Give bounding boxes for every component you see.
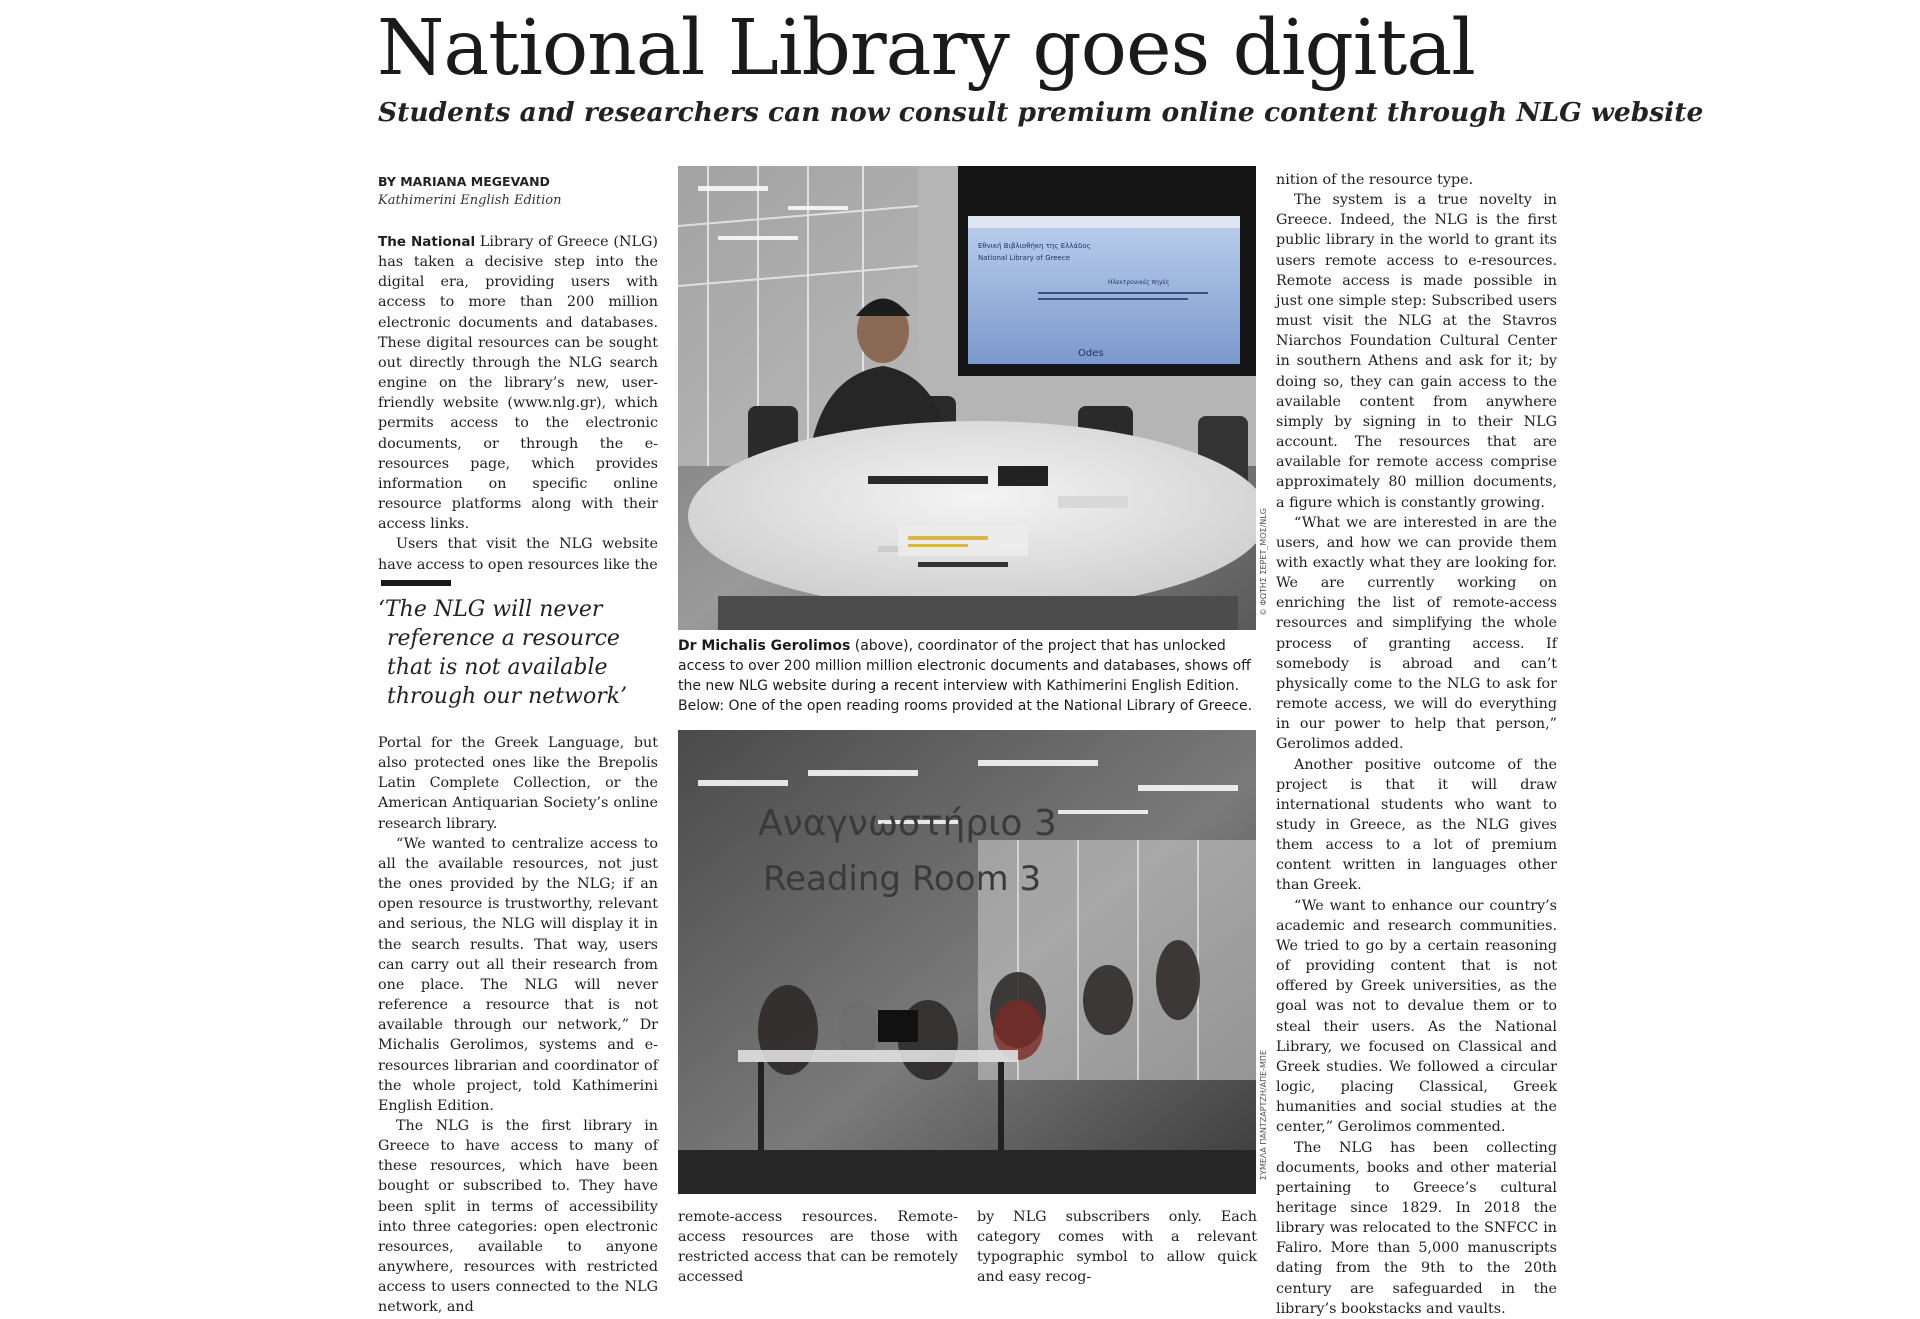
photo-caption xyxy=(678,636,1258,716)
paragraph: Another positive outcome of the project is that it will draw international students who want to study in Greece, as the NLG gives them access to a lot of premium content written in languages other than Greek. xyxy=(1276,756,1557,894)
photo-credit-bottom: ΣΥΜΕΛΑ ΠΑΝΤΖΑΡΤΖΗ/ΑΠΕ-ΜΠΕ xyxy=(1259,1049,1268,1180)
paragraph: “What we are interested in are the users, and how we can provide them with exactly what they are looking for. We are currently working on enriching the list of remote-access resources and simplifying the whole process of granting access. If somebody is abroad and can’t physically come to the NLG to ask for remote access, we will do everything in our power to help that person,” Gerolimos added. xyxy=(1276,514,1557,753)
column-1-bottom xyxy=(378,733,658,1318)
edition: Kathimerini English Edition xyxy=(378,193,562,208)
screen-text: Odes xyxy=(1078,348,1104,359)
paragraph: The NLG is the first library in Greece to have access to many of these resources, which have been bought or subscribed to. They have been split in terms of accessibility into three categories: open electronic resources, available to anyone anywhere, resources with restricted access to users connected to the NLG network, and xyxy=(378,1117,658,1316)
paragraph: The system is a true novelty in Greece. Indeed, the NLG is the first public library in the world to grant its users remote access to e-resources. Remote access is made possible in just one simple step: Subscribed users must visit the NLG at the Stavros Niarchos Foundation Cultural Center in southern Athens and ask for it; by doing so, they can gain access to the available content from anywhere simply by signing in to their NLG account. The resources that are available for remote access comprise approximately 80 million documents, a figure which is constantly growing. xyxy=(1276,192,1557,511)
paragraph: “We wanted to centralize access to all the available resources, not just the ones provided by the NLG; if an open resource is trustworthy, relevant and serious, the NLG will display it in the search results. That way, users can carry out all their research from one place. The NLG will never reference a resource that is not available through our network,” Dr Michalis Gerolimos, systems and e-resources librarian and coordinator of the whole project, told Kathimerini English Edition. xyxy=(378,835,658,1114)
paragraph: nition of the resource type. xyxy=(1276,172,1474,188)
sign-greek: Αναγνωστήριο 3 xyxy=(758,803,1057,844)
paragraph: Users that visit the NLG website have access to open resources like the xyxy=(378,536,658,573)
paragraph: remote-access resources. Remote-access resources are those with restricted access that can be remotely accessed xyxy=(678,1209,958,1286)
photo-interview-image xyxy=(678,166,1256,630)
photo-credit-top: © ΦΩΤΗΣ ΣΕΡΕΤ_ΜΟΣ/NLG xyxy=(1259,508,1268,616)
pullquote: ‘The NLG will never reference a resource that is not available through our network’ xyxy=(378,597,628,709)
lead-in: The National xyxy=(378,234,476,250)
paragraph: The NLG has been collecting documents, books and other material pertaining to Greece’s cultural heritage since 1829. In 2018 the library was relocated to the SNFCC in Faliro. More than 5,000 manuscripts dating from the 9th to the 20th century are safeguarded in the library’s bookstacks and vaults. xyxy=(1276,1139,1557,1317)
column-4 xyxy=(1276,170,1557,1319)
column-1-top xyxy=(378,232,658,575)
paragraph: “We want to enhance our country’s academic and research communities. We tried to go by a certain reasoning of providing content that is not offered by Greek universities, as the goal was not to devalue them or to steal their users. As the National Library, we focused on Classical and Greek studies. We followed a circular logic, placing Classical, Greek humanities and social studies at the center,” Gerolimos commented. xyxy=(1276,897,1557,1136)
column-3-bottom xyxy=(977,1207,1257,1288)
column-2-bottom xyxy=(678,1207,958,1288)
sign-english: Reading Room 3 xyxy=(763,859,1042,899)
caption-name: Dr Michalis Gerolimos xyxy=(678,638,851,654)
byline: BY MARIANA MEGEVAND xyxy=(378,174,550,189)
screen-text: Εθνική Βιβλιοθήκη της Ελλάδος xyxy=(978,242,1091,250)
paragraph: by NLG subscribers only. Each category comes with a relevant typographic symbol to allow quick and easy recog- xyxy=(977,1209,1257,1286)
headline: National Library goes digital xyxy=(377,4,1475,93)
photo-reading-room xyxy=(678,730,1256,1194)
photo-reading-room-image xyxy=(678,730,1256,1194)
screen-text: National Library of Greece xyxy=(978,254,1070,262)
photo-interview xyxy=(678,166,1256,630)
screen-text: Ηλεκτρονικές πηγές xyxy=(1108,279,1170,286)
caption-text: (above), coordinator of the project that has unlocked access to over 200 million million electronic documents and databases, shows off the new NLG website during a recent interview with Kathimerini English Edition. Below: One of the open reading rooms provided at the National Library of Greece. xyxy=(678,638,1253,714)
paragraph: The National Library of Greece (NLG) has taken a decisive step into the digital era, providing users with access to more than 200 million electronic documents and databases. These digital resources can be sought out directly through the NLG search engine on the library’s new, user-friendly website (www.nlg.gr), which permits access to the electronic documents, or through the e-resources page, which provides information on specific online resource platforms along with their access links. xyxy=(378,234,658,533)
subheadline: Students and researchers can now consult premium online content through NLG website xyxy=(378,97,1704,128)
pullquote-rule xyxy=(381,580,451,586)
paragraph: Portal for the Greek Language, but also protected ones like the Brepolis Latin Complete Collection, or the American Antiquarian Society’s online research library. xyxy=(378,735,658,832)
